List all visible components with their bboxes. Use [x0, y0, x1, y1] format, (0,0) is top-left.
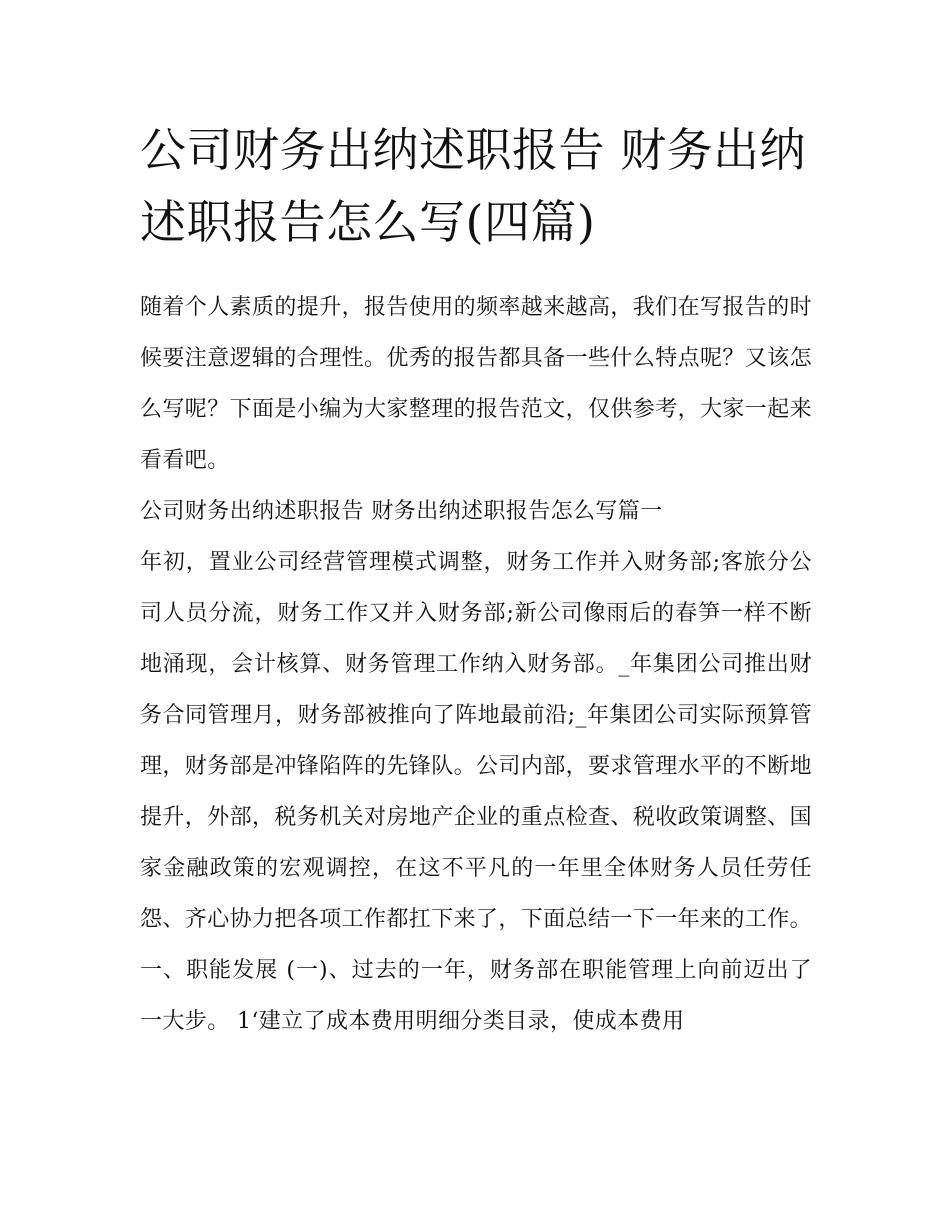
document-title: 公司财务出纳述职报告 财务出纳述职报告怎么写(四篇) — [140, 123, 807, 249]
intro-paragraph: 随着个人素质的提升，报告使用的频率越来越高，我们在写报告的时候要注意逻辑的合理性。优秀的报告都具备一些什么特点呢？又该怎么写呢？下面是小编为大家整理的报告范文，仅供参考，大家一起来看看吧。 — [140, 295, 813, 473]
body-paragraph: 一、职能发展 (一)、过去的一年，财务部在职能管理上向前迈出了一大步。 1‘建立了成本费用明细分类目录，使成本费用 — [140, 958, 812, 1034]
document-body — [140, 282, 812, 1047]
body-paragraph: 年初，置业公司经营管理模式调整，财务工作并入财务部;客旅分公司人员分流，财务工作又并入财务部;新公司像雨后的春笋一样不断地涌现，会计核算、财务管理工作纳入财务部。_年集团公司推出财务合同管理月，财务部被推向了阵地最前沿;_年集团公司实际预算管理，财务部是冲锋陷阵的先锋队。公司内部，要求管理水平的不断地提升，外部，税务机关对房地产企业的重点检查、税收政策调整、国家金融政策的宏观调控，在这不平凡的一年里全体财务人员任劳任怨、齐心协力把各项工作都扛下来了，下面总结一下一年来的工作。 — [140, 550, 813, 932]
section-heading: 公司财务出纳述职报告 财务出纳述职报告怎么写篇一 — [140, 499, 663, 524]
